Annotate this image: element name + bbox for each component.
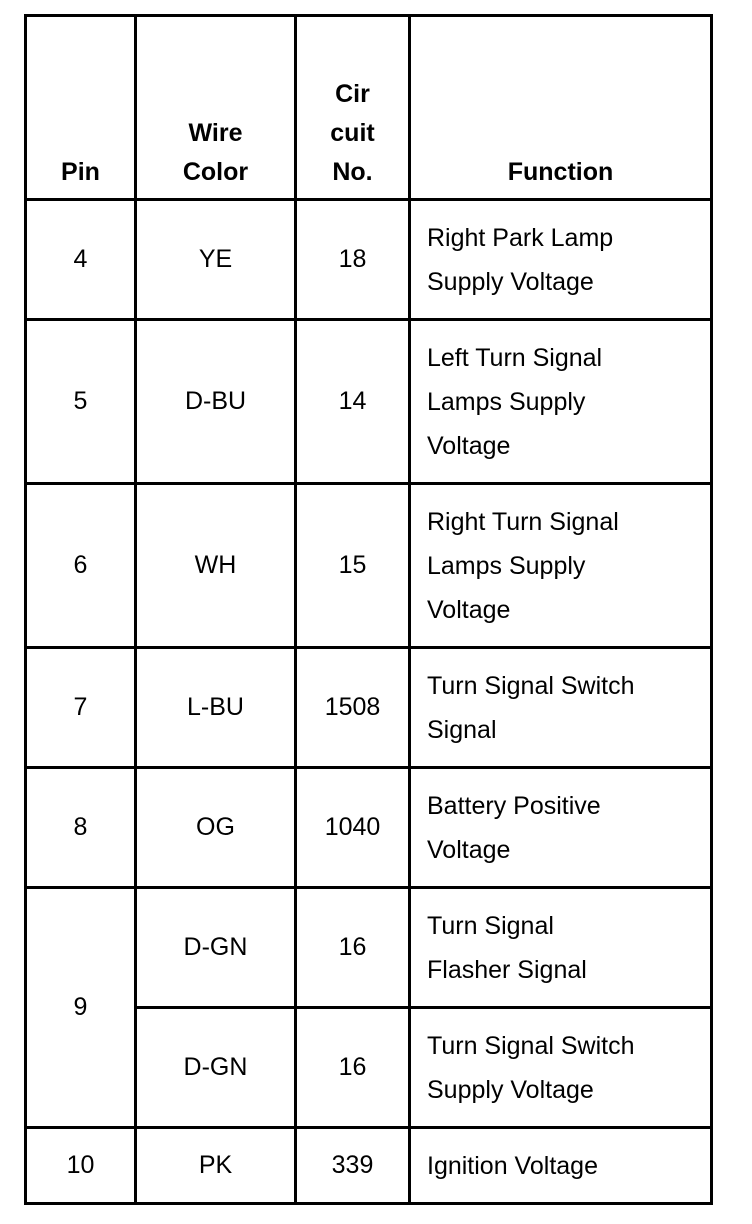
circuit-cell: 1040 <box>296 768 410 888</box>
function-cell: Right Park Lamp Supply Voltage <box>410 200 712 320</box>
pin-cell: 5 <box>26 320 136 484</box>
circuit-cell: 15 <box>296 484 410 648</box>
pin-cell: 4 <box>26 200 136 320</box>
wire-color-cell: OG <box>136 768 296 888</box>
table-row <box>26 888 712 1008</box>
function-cell: Turn Signal Switch Signal <box>410 648 712 768</box>
table-row <box>26 200 712 320</box>
circuit-cell: 14 <box>296 320 410 484</box>
wire-color-cell: PK <box>136 1128 296 1204</box>
table-row <box>26 1128 712 1204</box>
header-row <box>26 16 712 200</box>
table-row <box>26 484 712 648</box>
table-row <box>26 320 712 484</box>
connector-pinout-table <box>24 14 713 1205</box>
function-cell: Turn Signal Switch Supply Voltage <box>410 1008 712 1128</box>
header-circuit-no: Cir cuit No. <box>296 16 410 200</box>
circuit-cell: 16 <box>296 888 410 1008</box>
table-row <box>26 768 712 888</box>
wire-color-cell: D-GN <box>136 1008 296 1128</box>
wire-color-cell: L-BU <box>136 648 296 768</box>
function-cell: Left Turn Signal Lamps Supply Voltage <box>410 320 712 484</box>
pin-cell: 10 <box>26 1128 136 1204</box>
wire-color-cell: D-BU <box>136 320 296 484</box>
header-pin: Pin <box>26 16 136 200</box>
circuit-cell: 18 <box>296 200 410 320</box>
header-wire-color: Wire Color <box>136 16 296 200</box>
circuit-cell: 339 <box>296 1128 410 1204</box>
pin-cell: 7 <box>26 648 136 768</box>
function-cell: Turn Signal Flasher Signal <box>410 888 712 1008</box>
table-row <box>26 648 712 768</box>
function-cell: Right Turn Signal Lamps Supply Voltage <box>410 484 712 648</box>
header-function: Function <box>410 16 712 200</box>
pin-cell: 6 <box>26 484 136 648</box>
function-cell: Battery Positive Voltage <box>410 768 712 888</box>
wire-color-cell: WH <box>136 484 296 648</box>
wire-color-cell: D-GN <box>136 888 296 1008</box>
circuit-cell: 16 <box>296 1008 410 1128</box>
wire-color-cell: YE <box>136 200 296 320</box>
function-cell: Ignition Voltage <box>410 1128 712 1204</box>
pin-cell: 9 <box>26 888 136 1128</box>
pin-cell: 8 <box>26 768 136 888</box>
circuit-cell: 1508 <box>296 648 410 768</box>
